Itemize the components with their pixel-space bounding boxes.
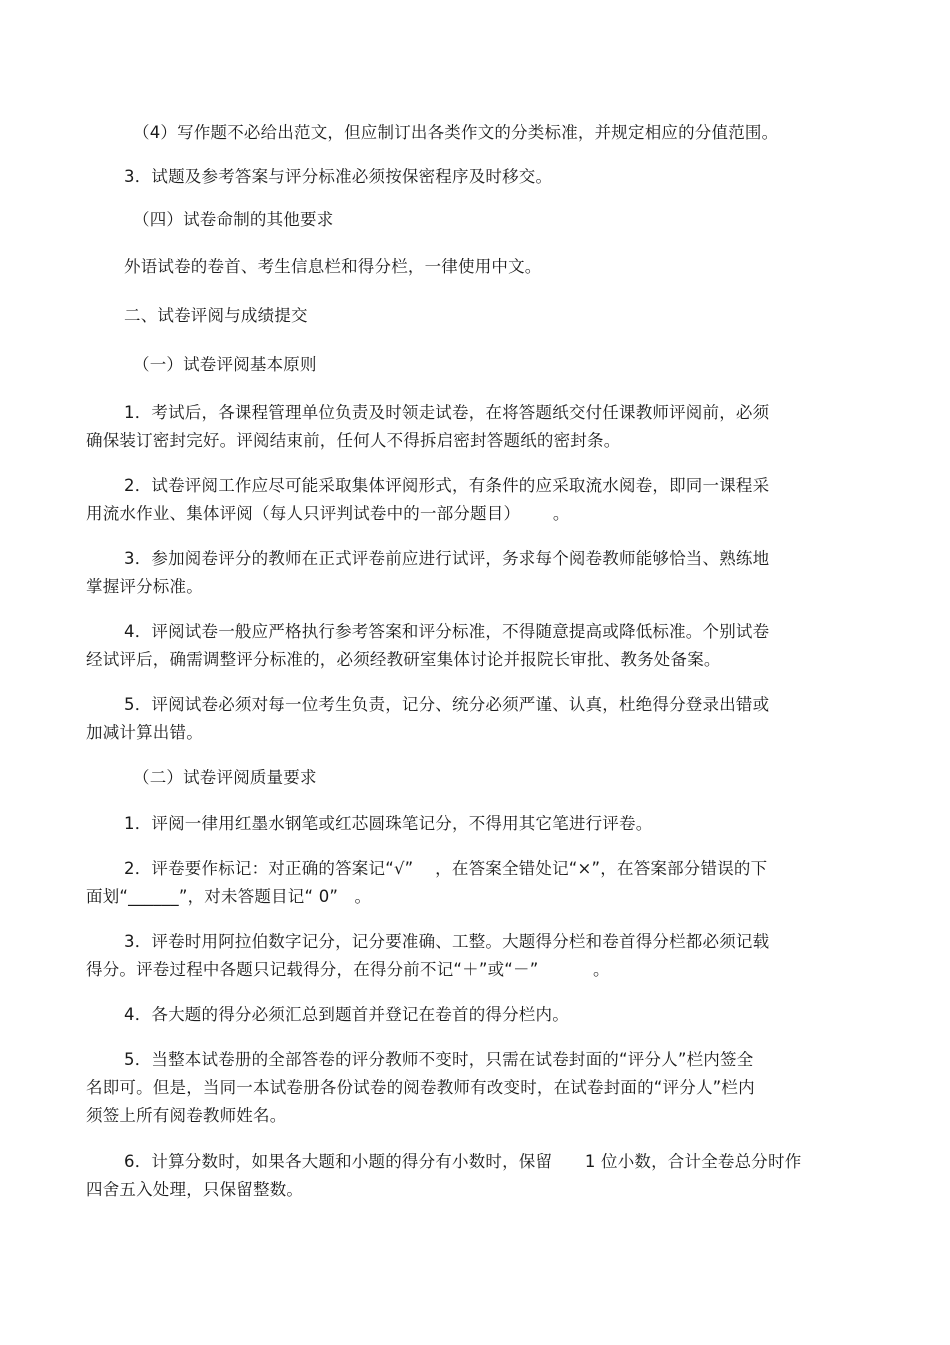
paragraph-line: 四舍五入处理，只保留整数。 [86, 1180, 304, 1199]
paragraph-line: 得分。评卷过程中各题只记载得分，在得分前不记“＋”或“－” 。 [86, 960, 610, 979]
paragraph-line: 5．评阅试卷必须对每一位考生负责，记分、统分必须严谨、认真，杜绝得分登录出错或 [124, 695, 770, 714]
paragraph-line: 掌握评分标准。 [86, 577, 203, 596]
paragraph-line: 须签上所有阅卷教师姓名。 [86, 1106, 287, 1125]
paragraph-line: 加减计算出错。 [86, 723, 203, 742]
paragraph-line: 3．试题及参考答案与评分标准必须按保密程序及时移交。 [124, 167, 553, 186]
chapter-heading: 二、试卷评阅与成绩提交 [124, 306, 308, 325]
paragraph-line: 面划“______”，对未答题目记“ 0” 。 [86, 887, 372, 906]
paragraph-line: 3．参加阅卷评分的教师在正式评卷前应进行试评，务求每个阅卷教师能够恰当、熟练地 [124, 549, 770, 568]
paragraph-line: 用流水作业、集体评阅（每人只评判试卷中的一部分题目） 。 [86, 504, 570, 523]
paragraph-line: 确保装订密封完好。评阅结束前，任何人不得拆启密封答题纸的密封条。 [86, 431, 621, 450]
paragraph-line: 2．评卷要作标记：对正确的答案记“√” ，在答案全错处记“×”，在答案部分错误的下 [124, 859, 768, 878]
paragraph-line: 6．计算分数时，如果各大题和小题的得分有小数时，保留 1 位小数，合计全卷总分时作 [124, 1152, 802, 1171]
paragraph-line: 4．评阅试卷一般应严格执行参考答案和评分标准，不得随意提高或降低标准。个别试卷 [124, 622, 770, 641]
paragraph-line: 1．考试后，各课程管理单位负责及时领走试卷，在将答题纸交付任课教师评阅前，必须 [124, 403, 770, 422]
paragraph-line: 5．当整本试卷册的全部答卷的评分教师不变时，只需在试卷封面的“评分人”栏内签全 [124, 1050, 754, 1069]
paragraph-line: 3．评卷时用阿拉伯数字记分，记分要准确、工整。大题得分栏和卷首得分栏都必须记载 [124, 932, 770, 951]
paragraph-line: 经试评后，确需调整评分标准的，必须经教研室集体讨论并报院长审批、教务处备案。 [86, 650, 721, 669]
paragraph-line: 名即可。但是，当同一本试卷册各份试卷的阅卷教师有改变时，在试卷封面的“评分人”栏内 [86, 1078, 755, 1097]
paragraph-line: 2．试卷评阅工作应尽可能采取集体评阅形式，有条件的应采取流水阅卷，即同一课程采 [124, 476, 770, 495]
paragraph-line: （4）写作题不必给出范文，但应制订出各类作文的分类标准，并规定相应的分值范围。 [133, 123, 779, 142]
section-heading: （四）试卷命制的其他要求 [133, 210, 334, 229]
paragraph-line: 1．评阅一律用红墨水钢笔或红芯圆珠笔记分，不得用其它笔进行评卷。 [124, 814, 653, 833]
paragraph-line: 外语试卷的卷首、考生信息栏和得分栏，一律使用中文。 [124, 257, 542, 276]
paragraph-line: 4．各大题的得分必须汇总到题首并登记在卷首的得分栏内。 [124, 1005, 569, 1024]
section-heading: （二）试卷评阅质量要求 [133, 768, 317, 787]
section-heading: （一）试卷评阅基本原则 [133, 355, 317, 374]
